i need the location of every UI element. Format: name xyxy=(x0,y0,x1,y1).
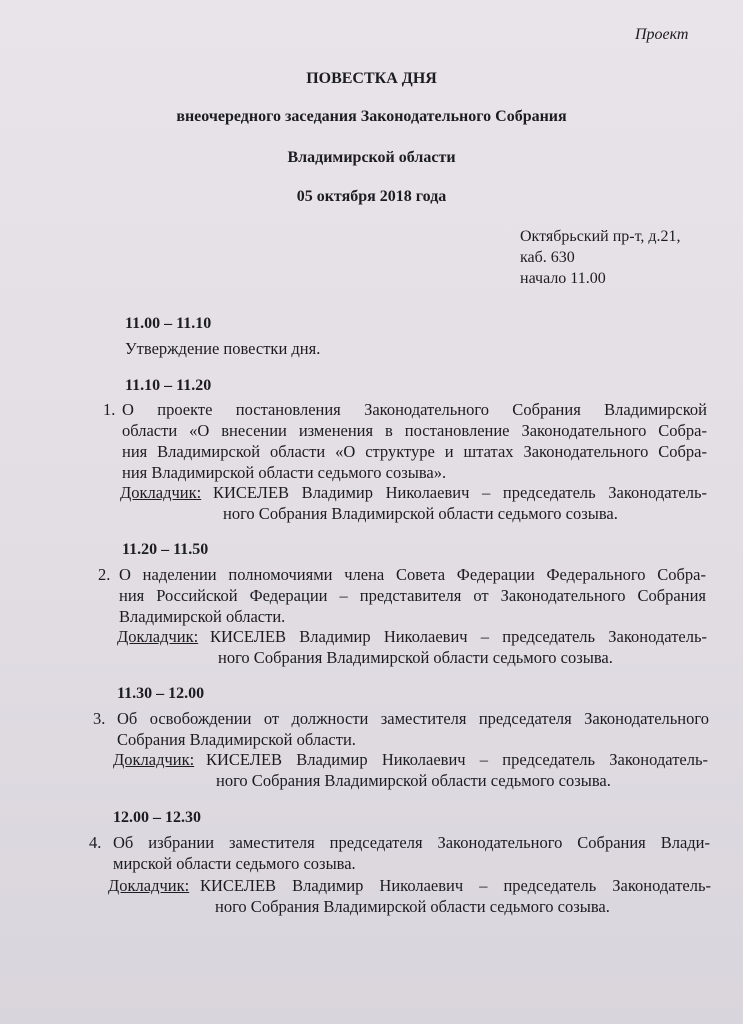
address-room: каб. 630 xyxy=(520,249,575,266)
agenda-item-number: 1. xyxy=(103,400,116,419)
speaker-name: КИСЕЛЕВ Владимир Николаевич – председатель Законодатель- xyxy=(206,750,708,769)
agenda-item-line: области «О внесении изменения в постановление Законодательного Собра- xyxy=(122,421,707,440)
agenda-time: 11.00 – 11.10 xyxy=(125,315,212,332)
agenda-item-line: О наделении полномочиями члена Совета Федерации Федерального Собра- xyxy=(119,565,706,584)
speaker-name: КИСЕЛЕВ Владимир Николаевич – председатель Законодатель- xyxy=(210,627,707,646)
start-time: начало 11.00 xyxy=(520,270,606,287)
speaker-label: Докладчик: xyxy=(120,483,202,502)
page-title: ПОВЕСТКА ДНЯ xyxy=(306,70,437,87)
speaker-name: КИСЕЛЕВ Владимир Николаевич – председатель Законодатель- xyxy=(200,876,711,895)
speaker-label: Докладчик: xyxy=(113,750,195,769)
agenda-item-line: ния Российской Федерации – представителя от Законодательного Собрания xyxy=(119,586,706,605)
draft-label: Проект xyxy=(635,26,689,43)
agenda-item-number: 3. xyxy=(93,709,106,728)
address-street: Октябрьский пр-т, д.21, xyxy=(520,228,681,245)
agenda-item-line: Собрания Владимирской области. xyxy=(117,730,356,749)
agenda-time: 11.20 – 11.50 xyxy=(122,541,209,558)
agenda-item-line: Об избрании заместителя председателя Законодательного Собрания Влади- xyxy=(113,833,710,852)
agenda-item-line: Владимирской области. xyxy=(119,607,286,626)
meeting-date: 05 октября 2018 года xyxy=(296,188,447,205)
speaker-title: ного Собрания Владимирской области седьмого созыва. xyxy=(216,771,611,790)
page-subtitle-region: Владимирской области xyxy=(287,149,456,166)
speaker-label: Докладчик: xyxy=(108,876,190,895)
speaker-title: ного Собрания Владимирской области седьмого созыва. xyxy=(215,897,610,916)
agenda-time: 11.10 – 11.20 xyxy=(125,377,212,394)
speaker-label: Докладчик: xyxy=(117,627,199,646)
agenda-time: 12.00 – 12.30 xyxy=(113,809,201,826)
agenda-item-line: мирской области седьмого созыва. xyxy=(113,854,356,873)
speaker-title: ного Собрания Владимирской области седьмого созыва. xyxy=(218,648,613,667)
agenda-item-line: ния Владимирской области седьмого созыва». xyxy=(122,463,447,482)
agenda-item-text: Утверждение повестки дня. xyxy=(125,339,321,358)
agenda-item-line: Об освобождении от должности заместителя председателя Законодательного xyxy=(117,709,709,728)
meeting-address xyxy=(520,226,730,289)
agenda-item-number: 2. xyxy=(98,565,111,584)
agenda-item-number: 4. xyxy=(89,833,102,852)
agenda-time: 11.30 – 12.00 xyxy=(117,685,205,702)
speaker-name: КИСЕЛЕВ Владимир Николаевич – председатель Законодатель- xyxy=(213,483,707,502)
page-subtitle-session: внеочередного заседания Законодательного Собрания xyxy=(176,108,567,125)
speaker-title: ного Собрания Владимирской области седьмого созыва. xyxy=(223,504,618,523)
agenda-item-line: О проекте постановления Законодательного Собрания Владимирской xyxy=(122,400,707,419)
agenda-item-line: ния Владимирской области «О структуре и штатах Законодательного Собра- xyxy=(122,442,707,461)
